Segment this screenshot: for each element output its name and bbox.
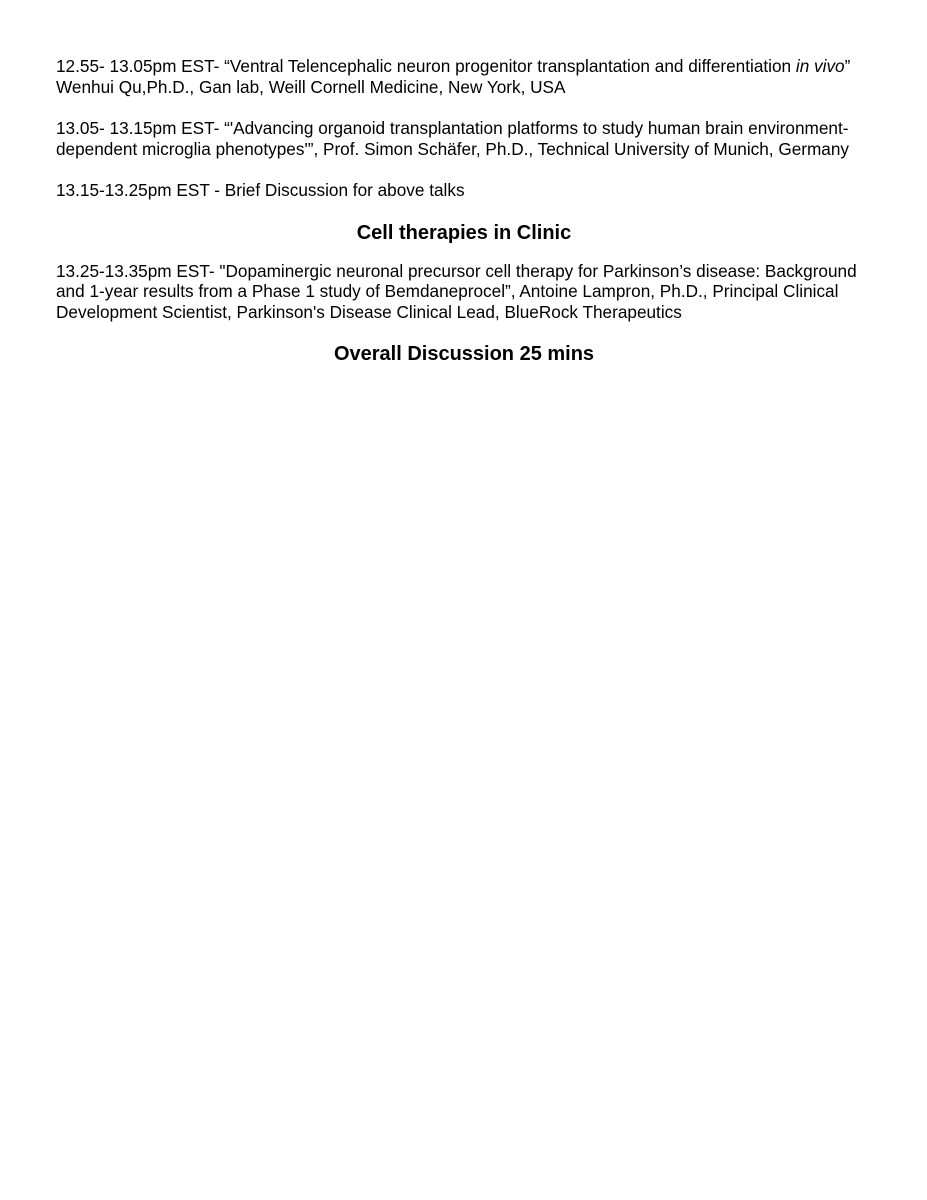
entry-time: 13.05- 13.15pm EST- <box>56 118 225 138</box>
entry-time: 13.25-13.35pm EST- <box>56 260 220 281</box>
speaker-info: Wenhui Qu,Ph.D., Gan lab, Weill Cornell Medicine, New York, USA <box>56 76 566 97</box>
talk-and-speaker: “'Advancing organoid transplantation platforms to study human brain environment-dependent microglia phenotypes'”, Prof. Simon Schäfer, Ph.D., Technical University of Munich, Germany <box>56 118 850 159</box>
schedule-entry-qu <box>56 56 876 97</box>
section-heading-overall-discussion: Overall Discussion 25 mins <box>333 343 595 365</box>
talk-title-open: “Ventral Telencephalic neuron progenitor transplantation and differentiation <box>224 56 796 76</box>
talk-title-italic: in vivo <box>795 56 845 76</box>
talk-and-speaker: "Dopaminergic neuronal precursor cell therapy for Parkinson’s disease: Background and 1-year results from a Phase 1 study of Bemdaneprocel”, Antoine Lampron, Ph.D., Principal Clinical Development Scientist, Parkinson's Disease Clinical Lead, BlueRock Therapeutics <box>56 260 857 322</box>
entry-time: 12.55- 13.05pm EST- <box>56 56 225 76</box>
schedule-entry-discussion <box>56 180 876 201</box>
schedule-entry-schafer <box>56 118 876 159</box>
discussion-text: Brief Discussion for above talks <box>224 180 465 200</box>
schedule-entry-lampron <box>56 261 876 323</box>
schedule-content <box>56 56 876 366</box>
entry-time: 13.15-13.25pm EST - <box>56 180 225 200</box>
talk-title-close: ” <box>844 56 851 76</box>
section-heading-cell-therapies: Cell therapies in Clinic <box>356 221 572 244</box>
